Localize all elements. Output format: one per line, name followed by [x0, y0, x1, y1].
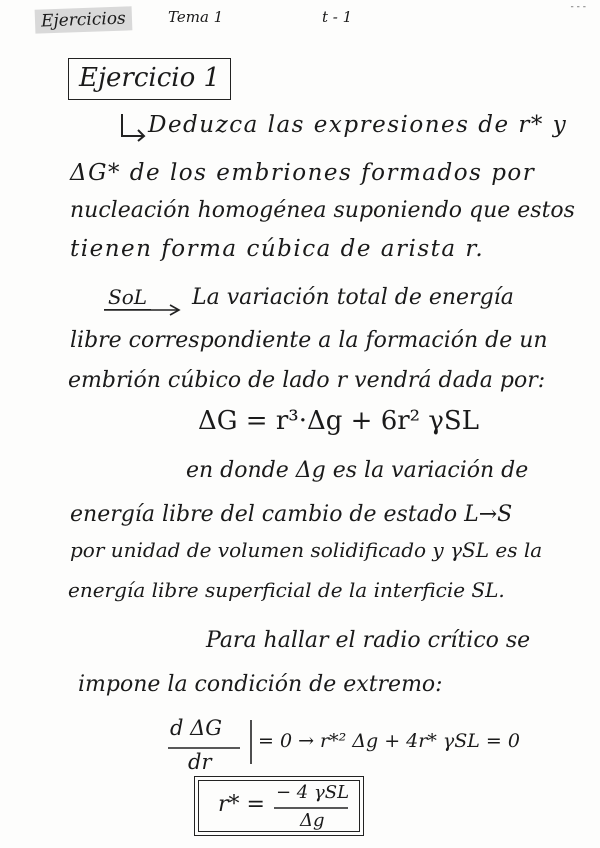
solution-intro-2: libre correspondiente a la formación de un	[70, 328, 548, 353]
solution-intro-1: La variación total de energía	[192, 285, 514, 310]
critical-line-2: impone la condición de extremo:	[78, 672, 443, 697]
derivative-denominator: dr	[188, 750, 212, 774]
solution-intro-3: embrión cúbico de lado r vendrá dada por:	[68, 368, 546, 393]
explanation-line-2: energía libre del cambio de estado L→S	[70, 502, 513, 527]
derivative-numerator: d ΔG	[170, 716, 223, 740]
result-lhs: r* =	[218, 792, 265, 817]
critical-line-1: Para hallar el radio crítico se	[206, 628, 531, 653]
energy-equation: ΔG = r³·Δg + 6r² γSL	[198, 406, 479, 436]
derivative-condition: = 0 → r*² Δg + 4r* γSL = 0	[258, 730, 520, 752]
header-section: t - 1	[322, 8, 353, 26]
result-denominator: Δg	[300, 810, 325, 831]
exercise-title: Ejercicio 1	[68, 58, 231, 100]
right-arrow-icon	[104, 303, 182, 317]
evaluation-bar	[248, 720, 254, 764]
statement-line-3: nucleación homogénea suponiendo que estos	[70, 198, 575, 223]
header-tag: Ejercicios	[35, 6, 133, 33]
result-numerator: − 4 γSL	[276, 782, 350, 803]
corner-mark: - - -	[570, 2, 586, 12]
explanation-line-1: en donde Δg es la variación de	[186, 458, 529, 483]
explanation-line-4: energía libre superficial de la interficie SL.	[68, 578, 505, 602]
return-arrow-icon	[118, 112, 146, 142]
solution-label-text: SoL	[104, 285, 151, 310]
statement-line-4: tienen forma cúbica de arista r.	[70, 236, 485, 262]
statement-line-1: Deduzca las expresiones de r* y	[148, 112, 568, 138]
header-topic: Tema 1	[168, 8, 224, 26]
explanation-line-3: por unidad de volumen solidificado y γSL es la	[70, 538, 543, 562]
statement-line-2: ΔG* de los embriones formados por	[70, 160, 536, 186]
